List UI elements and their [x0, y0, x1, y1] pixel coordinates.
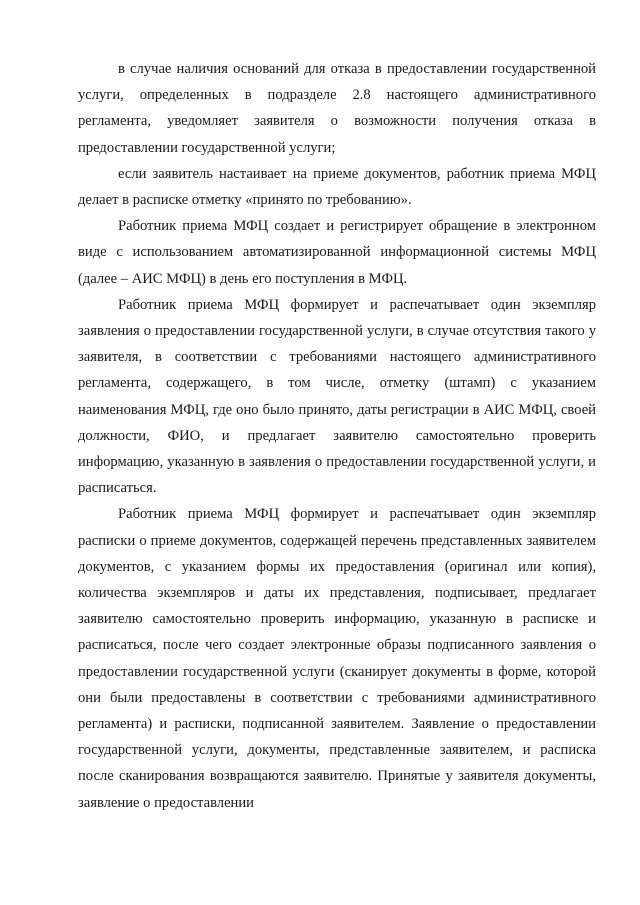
paragraph-application-printout: Работник приема МФЦ формирует и распечатывает один экземпляр заявления о предоставлении государственной услуги, в случае отсутствия такого у заявителя, в соответствии с требованиями настоящего административного регламента, содержащего, в том числе, отметку (штамп) с указанием наименования МФЦ, где оно было принято, даты регистрации в АИС МФЦ, своей должности, ФИО, и предлагает заявителю самостоятельно проверить информацию, указанную в заявления о предоставлении государственной услуги, и расписаться. — [78, 296, 596, 497]
paragraph-refusal-notice: в случае наличия оснований для отказа в предоставлении государственной услуги, определенных в подразделе 2.8 настоящего административного регламента, уведомляет заявителя о возможности получения отказа в предоставлении государственной услуги; — [78, 61, 596, 156]
paragraph-ais-registration: Работник приема МФЦ создает и регистрирует обращение в электронном виде с использованием автоматизированной информационной системы МФЦ (далее – АИС МФЦ) в день его поступления в МФЦ. — [78, 218, 596, 287]
paragraph-receipt-printout: Работник приема МФЦ формирует и распечатывает один экземпляр расписки о приеме документов, содержащей перечень представленных заявителем документов, с указанием формы их предоставления (оригинал или копия), количества экземпляров и даты их представления, подписывает, предлагает заявителю самостоятельно проверить информацию, указанную в расписке и расписаться, после чего создает электронные образы подписанного заявления о предоставлении государственной услуги (сканирует документы в форме, которой они были предоставлены в соответствии с требованиями административного регламента) и расписки, подписанной заявителем. Заявление о предоставлении государственной услуги, документы, представленные заявителем, и расписка после сканирования возвращаются заявителю. Принятые у заявителя документы, заявление о предоставлении — [78, 506, 596, 811]
paragraph-accepted-on-demand: если заявитель настаивает на приеме документов, работник приема МФЦ делает в расписке отметку «принято по требованию». — [78, 165, 596, 209]
document-body — [78, 56, 596, 816]
